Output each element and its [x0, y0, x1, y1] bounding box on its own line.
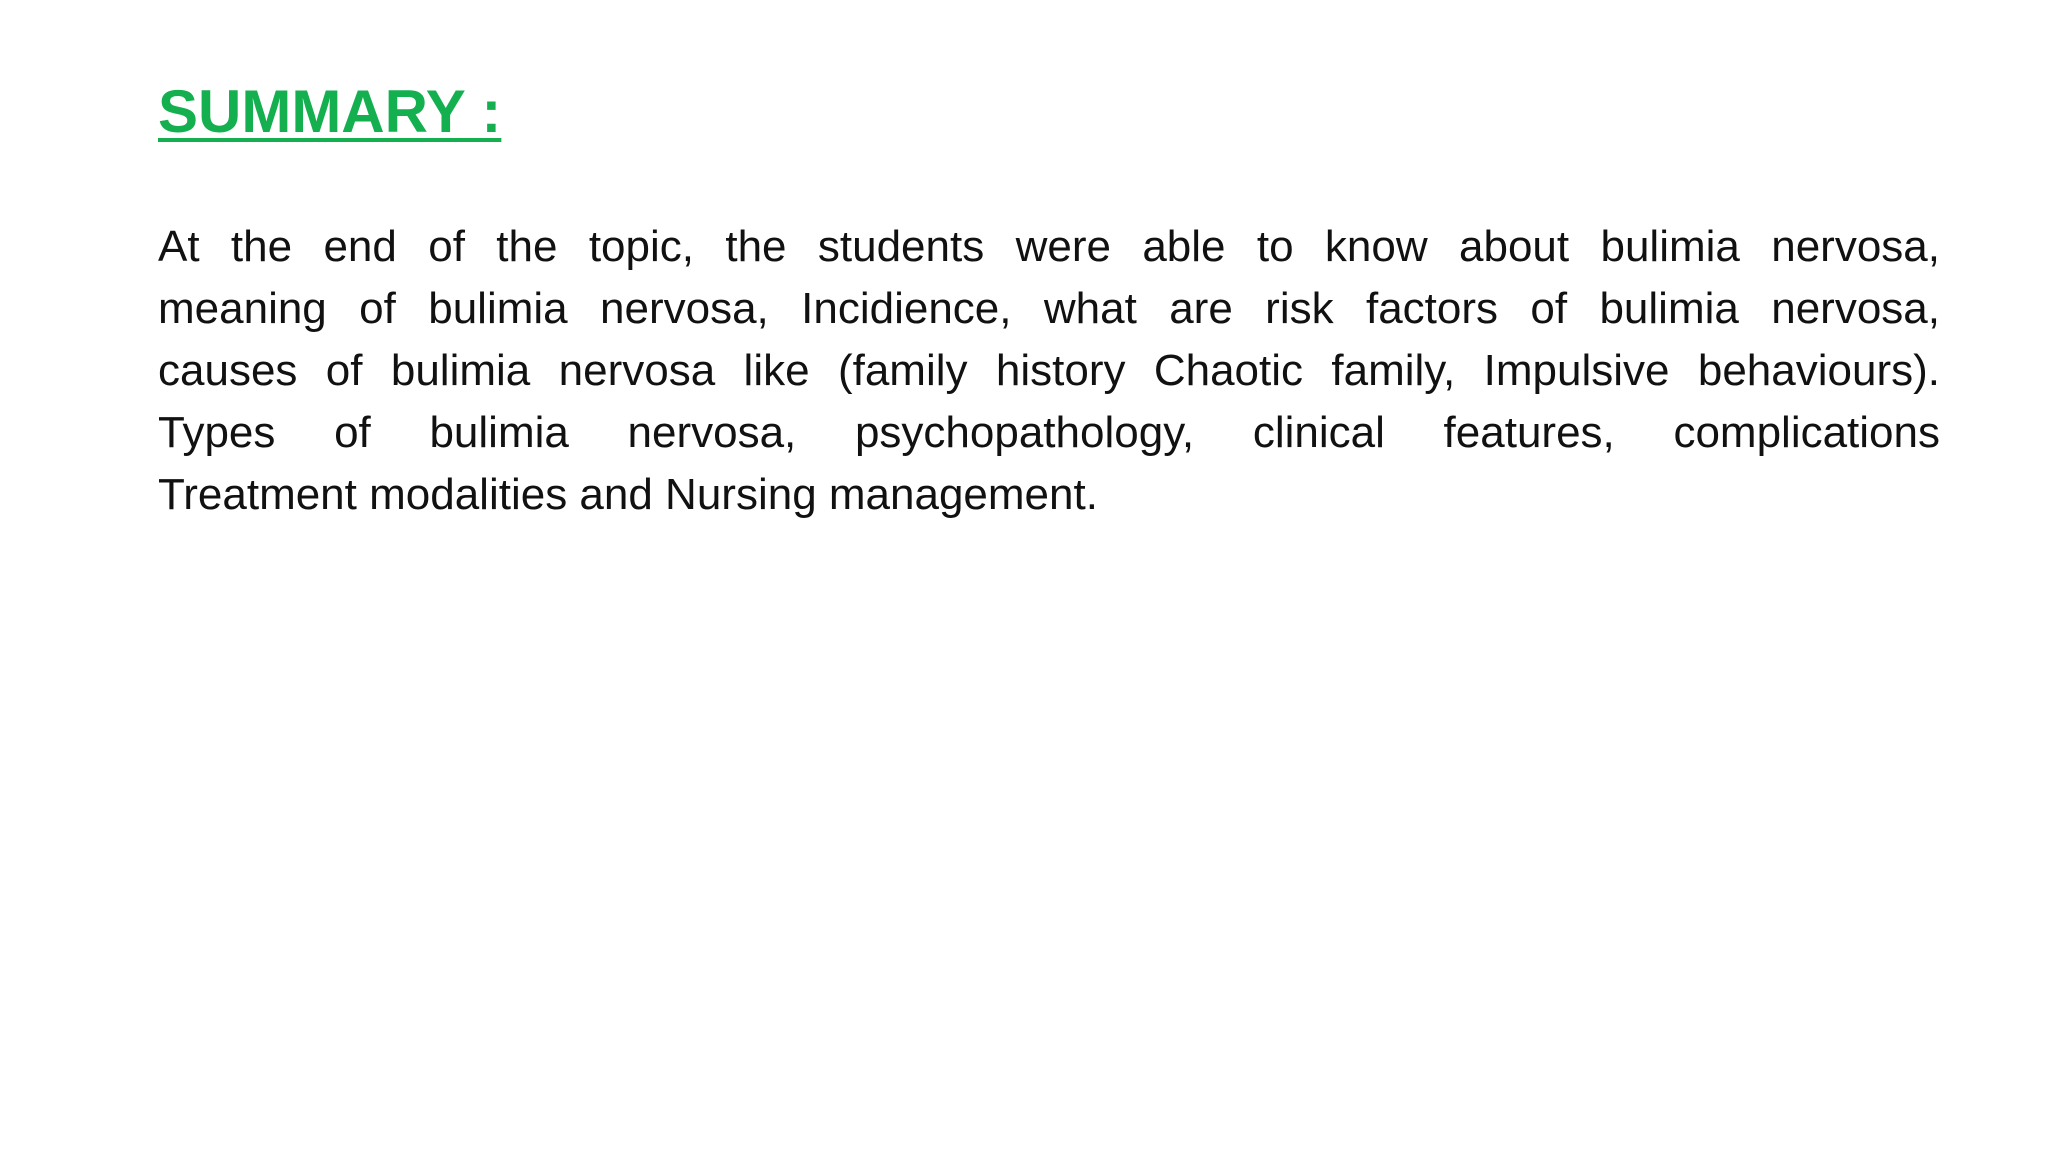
summary-line: Types of bulimia nervosa, psychopathology, clinical features, complications: [158, 408, 1940, 457]
slide-title: SUMMARY :: [158, 78, 502, 145]
summary-line: causes of bulimia nervosa like (family history Chaotic family, Impulsive behaviours).: [158, 346, 1940, 395]
summary-line: meaning of bulimia nervosa, Incidience, what are risk factors of bulimia nervosa,: [158, 284, 1940, 333]
summary-line: At the end of the topic, the students were able to know about bulimia nervosa,: [158, 222, 1940, 271]
summary-paragraph: [158, 216, 1940, 526]
summary-line: Treatment modalities and Nursing management.: [158, 470, 1098, 519]
